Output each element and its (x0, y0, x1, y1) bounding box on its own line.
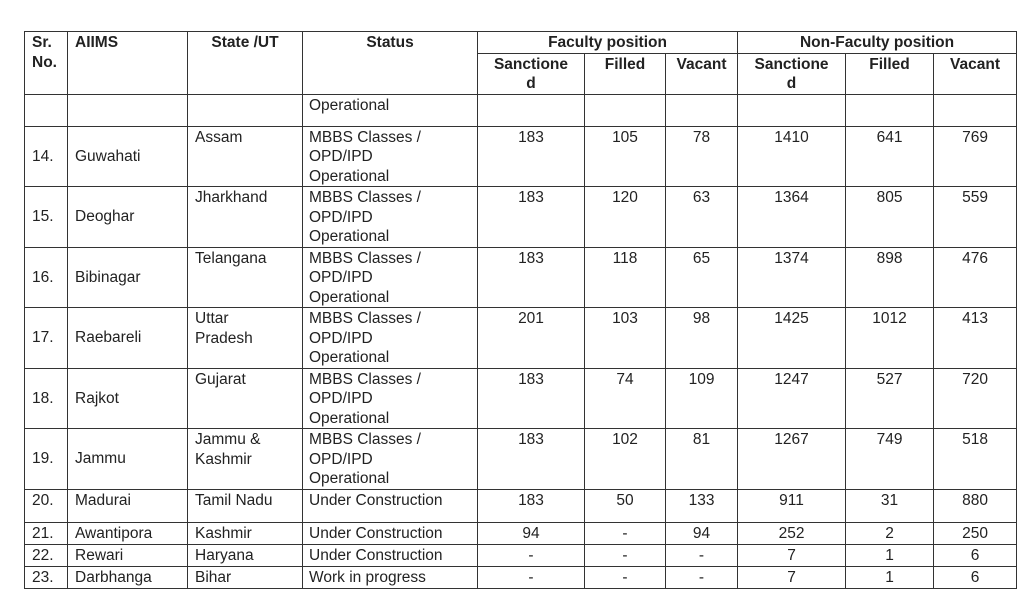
status-line: Under Construction (309, 524, 443, 542)
cell-nonfaculty-vacant: 880 (934, 489, 1017, 522)
cell-nonfaculty-sanctioned: 1247 (738, 368, 846, 429)
aiims-position-table (24, 31, 1017, 589)
cell-status (303, 247, 478, 308)
state-line: Assam (195, 128, 243, 146)
sanctioned-part-b: d (786, 75, 797, 92)
status-line: Operational (309, 288, 390, 306)
cell-nonfaculty-filled: 805 (846, 187, 934, 248)
table-row (25, 566, 1017, 588)
state-line: Telangana (195, 249, 267, 267)
cell-empty (738, 94, 846, 126)
cell-status (303, 308, 478, 369)
cell-state (188, 308, 303, 369)
cell-status (303, 429, 478, 490)
header-faculty-filled: Filled (585, 53, 666, 94)
status-line: MBBS Classes / (309, 370, 421, 388)
header-nonfaculty-vacant: Vacant (934, 53, 1017, 94)
cell-faculty-sanctioned: 94 (478, 522, 585, 544)
status-line: Operational (309, 409, 390, 427)
cell-faculty-filled: - (585, 566, 666, 588)
cell-aiims: Deoghar (68, 187, 188, 248)
cell-empty (585, 94, 666, 126)
status-line: MBBS Classes / (309, 189, 421, 206)
cell-faculty-filled: 105 (585, 126, 666, 187)
cell-faculty-sanctioned: 183 (478, 368, 585, 429)
cell-empty (846, 94, 934, 126)
cell-aiims: Awantipora (68, 522, 188, 544)
cell-faculty-sanctioned: - (478, 544, 585, 566)
table-row (25, 489, 1017, 522)
cell-sr-no: 23. (25, 566, 68, 588)
carry-over-row (25, 94, 1017, 126)
cell-nonfaculty-sanctioned: 1364 (738, 187, 846, 248)
cell-status: Operational (303, 94, 478, 126)
cell-faculty-filled: 74 (585, 368, 666, 429)
cell-faculty-vacant: 98 (666, 308, 738, 369)
status-line: Operational (309, 167, 390, 185)
header-nonfaculty-filled: Filled (846, 53, 934, 94)
table-row (25, 247, 1017, 308)
cell-sr-no: 18. (25, 368, 68, 429)
cell-faculty-filled: 102 (585, 429, 666, 490)
cell-faculty-vacant: - (666, 544, 738, 566)
cell-state (188, 187, 303, 248)
cell-empty (188, 94, 303, 126)
cell-nonfaculty-filled: 1 (846, 566, 934, 588)
header-state: State /UT (188, 32, 303, 95)
table-row (25, 429, 1017, 490)
table-row (25, 308, 1017, 369)
header-nonfaculty-sanctioned (738, 53, 846, 94)
status-line: MBBS Classes / (309, 310, 421, 327)
cell-nonfaculty-sanctioned: 1410 (738, 126, 846, 187)
cell-faculty-filled: 103 (585, 308, 666, 369)
status-line: OPD/IPD (309, 208, 373, 226)
header-faculty-position: Faculty position (478, 32, 738, 54)
state-line: Kashmir (195, 450, 252, 468)
cell-nonfaculty-vacant: 250 (934, 522, 1017, 544)
cell-empty (68, 94, 188, 126)
cell-faculty-sanctioned: - (478, 566, 585, 588)
cell-status (303, 187, 478, 248)
cell-faculty-vacant: 94 (666, 522, 738, 544)
status-line: MBBS Classes / (309, 431, 421, 448)
status-line: Under Construction (309, 546, 443, 564)
status-line: OPD/IPD (309, 269, 373, 286)
cell-aiims: Madurai (68, 489, 188, 522)
cell-sr-no: 14. (25, 126, 68, 187)
cell-faculty-vacant: - (666, 566, 738, 588)
cell-nonfaculty-sanctioned: 252 (738, 522, 846, 544)
cell-sr-no: 19. (25, 429, 68, 490)
cell-faculty-vacant: 63 (666, 187, 738, 248)
cell-state (188, 368, 303, 429)
cell-nonfaculty-vacant: 518 (934, 429, 1017, 490)
cell-state (188, 544, 303, 566)
cell-sr-no: 15. (25, 187, 68, 248)
header-faculty-sanctioned (478, 53, 585, 94)
header-non-faculty-position: Non-Faculty position (738, 32, 1017, 54)
cell-faculty-vacant: 78 (666, 126, 738, 187)
cell-nonfaculty-sanctioned: 1267 (738, 429, 846, 490)
status-line: OPD/IPD (309, 450, 373, 468)
sanctioned-part-a: Sanctione (493, 55, 569, 73)
sanctioned-part-b: d (526, 75, 536, 92)
cell-status (303, 544, 478, 566)
cell-aiims: Guwahati (68, 126, 188, 187)
status-line: OPD/IPD (309, 390, 373, 407)
cell-nonfaculty-vacant: 476 (934, 247, 1017, 308)
cell-faculty-sanctioned: 183 (478, 187, 585, 248)
cell-nonfaculty-vacant: 559 (934, 187, 1017, 248)
cell-sr-no: 20. (25, 489, 68, 522)
status-line: Under Construction (309, 491, 443, 509)
header-faculty-vacant: Vacant (666, 53, 738, 94)
status-line: Operational (309, 470, 390, 487)
cell-aiims: Raebareli (68, 308, 188, 369)
state-line: Kashmir (195, 524, 252, 542)
cell-faculty-filled: - (585, 544, 666, 566)
cell-faculty-sanctioned: 183 (478, 247, 585, 308)
cell-faculty-vacant: 109 (666, 368, 738, 429)
state-line: Tamil Nadu (195, 491, 273, 509)
cell-nonfaculty-filled: 1 (846, 544, 934, 566)
header-sr-label: Sr. (32, 34, 52, 51)
cell-state (188, 126, 303, 187)
cell-aiims: Rajkot (68, 368, 188, 429)
state-line: Bihar (195, 568, 232, 586)
cell-empty (934, 94, 1017, 126)
cell-status (303, 566, 478, 588)
table-row (25, 126, 1017, 187)
cell-nonfaculty-filled: 749 (846, 429, 934, 490)
table-row (25, 522, 1017, 544)
cell-nonfaculty-vacant: 6 (934, 544, 1017, 566)
cell-faculty-sanctioned: 183 (478, 429, 585, 490)
status-line: Operational (309, 349, 390, 366)
cell-empty (666, 94, 738, 126)
cell-faculty-filled: 50 (585, 489, 666, 522)
cell-state (188, 522, 303, 544)
state-line: Gujarat (195, 370, 246, 388)
cell-nonfaculty-sanctioned: 7 (738, 566, 846, 588)
cell-nonfaculty-filled: 1012 (846, 308, 934, 369)
cell-empty (478, 94, 585, 126)
table-row (25, 187, 1017, 248)
state-line: Haryana (195, 546, 254, 564)
cell-faculty-filled: 120 (585, 187, 666, 248)
header-aiims: AIIMS (68, 32, 188, 95)
sanctioned-part-a: Sanctione (754, 55, 829, 73)
cell-nonfaculty-vacant: 720 (934, 368, 1017, 429)
state-line: Uttar (195, 310, 229, 327)
cell-nonfaculty-sanctioned: 911 (738, 489, 846, 522)
cell-nonfaculty-sanctioned: 1374 (738, 247, 846, 308)
cell-nonfaculty-sanctioned: 1425 (738, 308, 846, 369)
cell-nonfaculty-filled: 641 (846, 126, 934, 187)
cell-state (188, 247, 303, 308)
cell-nonfaculty-vacant: 769 (934, 126, 1017, 187)
state-line: Jharkhand (195, 189, 268, 206)
header-sr-no (25, 32, 68, 95)
cell-state (188, 566, 303, 588)
cell-sr-no: 17. (25, 308, 68, 369)
cell-faculty-vacant: 81 (666, 429, 738, 490)
cell-aiims: Rewari (68, 544, 188, 566)
cell-nonfaculty-sanctioned: 7 (738, 544, 846, 566)
cell-nonfaculty-vacant: 413 (934, 308, 1017, 369)
cell-status (303, 522, 478, 544)
status-line: MBBS Classes / (309, 128, 421, 146)
cell-faculty-sanctioned: 183 (478, 126, 585, 187)
cell-faculty-sanctioned: 201 (478, 308, 585, 369)
cell-aiims: Bibinagar (68, 247, 188, 308)
cell-sr-no: 22. (25, 544, 68, 566)
cell-faculty-vacant: 65 (666, 247, 738, 308)
cell-sr-no: 16. (25, 247, 68, 308)
status-line: OPD/IPD (309, 329, 373, 347)
cell-status (303, 368, 478, 429)
state-line: Jammu & (195, 431, 261, 448)
cell-state (188, 429, 303, 490)
state-line: Pradesh (195, 329, 253, 347)
status-line: Work in progress (309, 568, 426, 586)
header-no-label: No. (32, 53, 57, 71)
cell-nonfaculty-filled: 2 (846, 522, 934, 544)
cell-sr-no: 21. (25, 522, 68, 544)
cell-aiims: Darbhanga (68, 566, 188, 588)
cell-nonfaculty-filled: 31 (846, 489, 934, 522)
cell-state (188, 489, 303, 522)
cell-faculty-vacant: 133 (666, 489, 738, 522)
cell-faculty-filled: - (585, 522, 666, 544)
cell-aiims: Jammu (68, 429, 188, 490)
cell-nonfaculty-filled: 527 (846, 368, 934, 429)
status-line: Operational (309, 228, 390, 245)
cell-status (303, 489, 478, 522)
cell-nonfaculty-vacant: 6 (934, 566, 1017, 588)
cell-empty (25, 94, 68, 126)
table-row (25, 368, 1017, 429)
header-status: Status (303, 32, 478, 95)
status-line: MBBS Classes / (309, 249, 421, 267)
status-line: OPD/IPD (309, 148, 373, 165)
cell-faculty-filled: 118 (585, 247, 666, 308)
cell-nonfaculty-filled: 898 (846, 247, 934, 308)
table-row (25, 544, 1017, 566)
cell-status (303, 126, 478, 187)
cell-faculty-sanctioned: 183 (478, 489, 585, 522)
